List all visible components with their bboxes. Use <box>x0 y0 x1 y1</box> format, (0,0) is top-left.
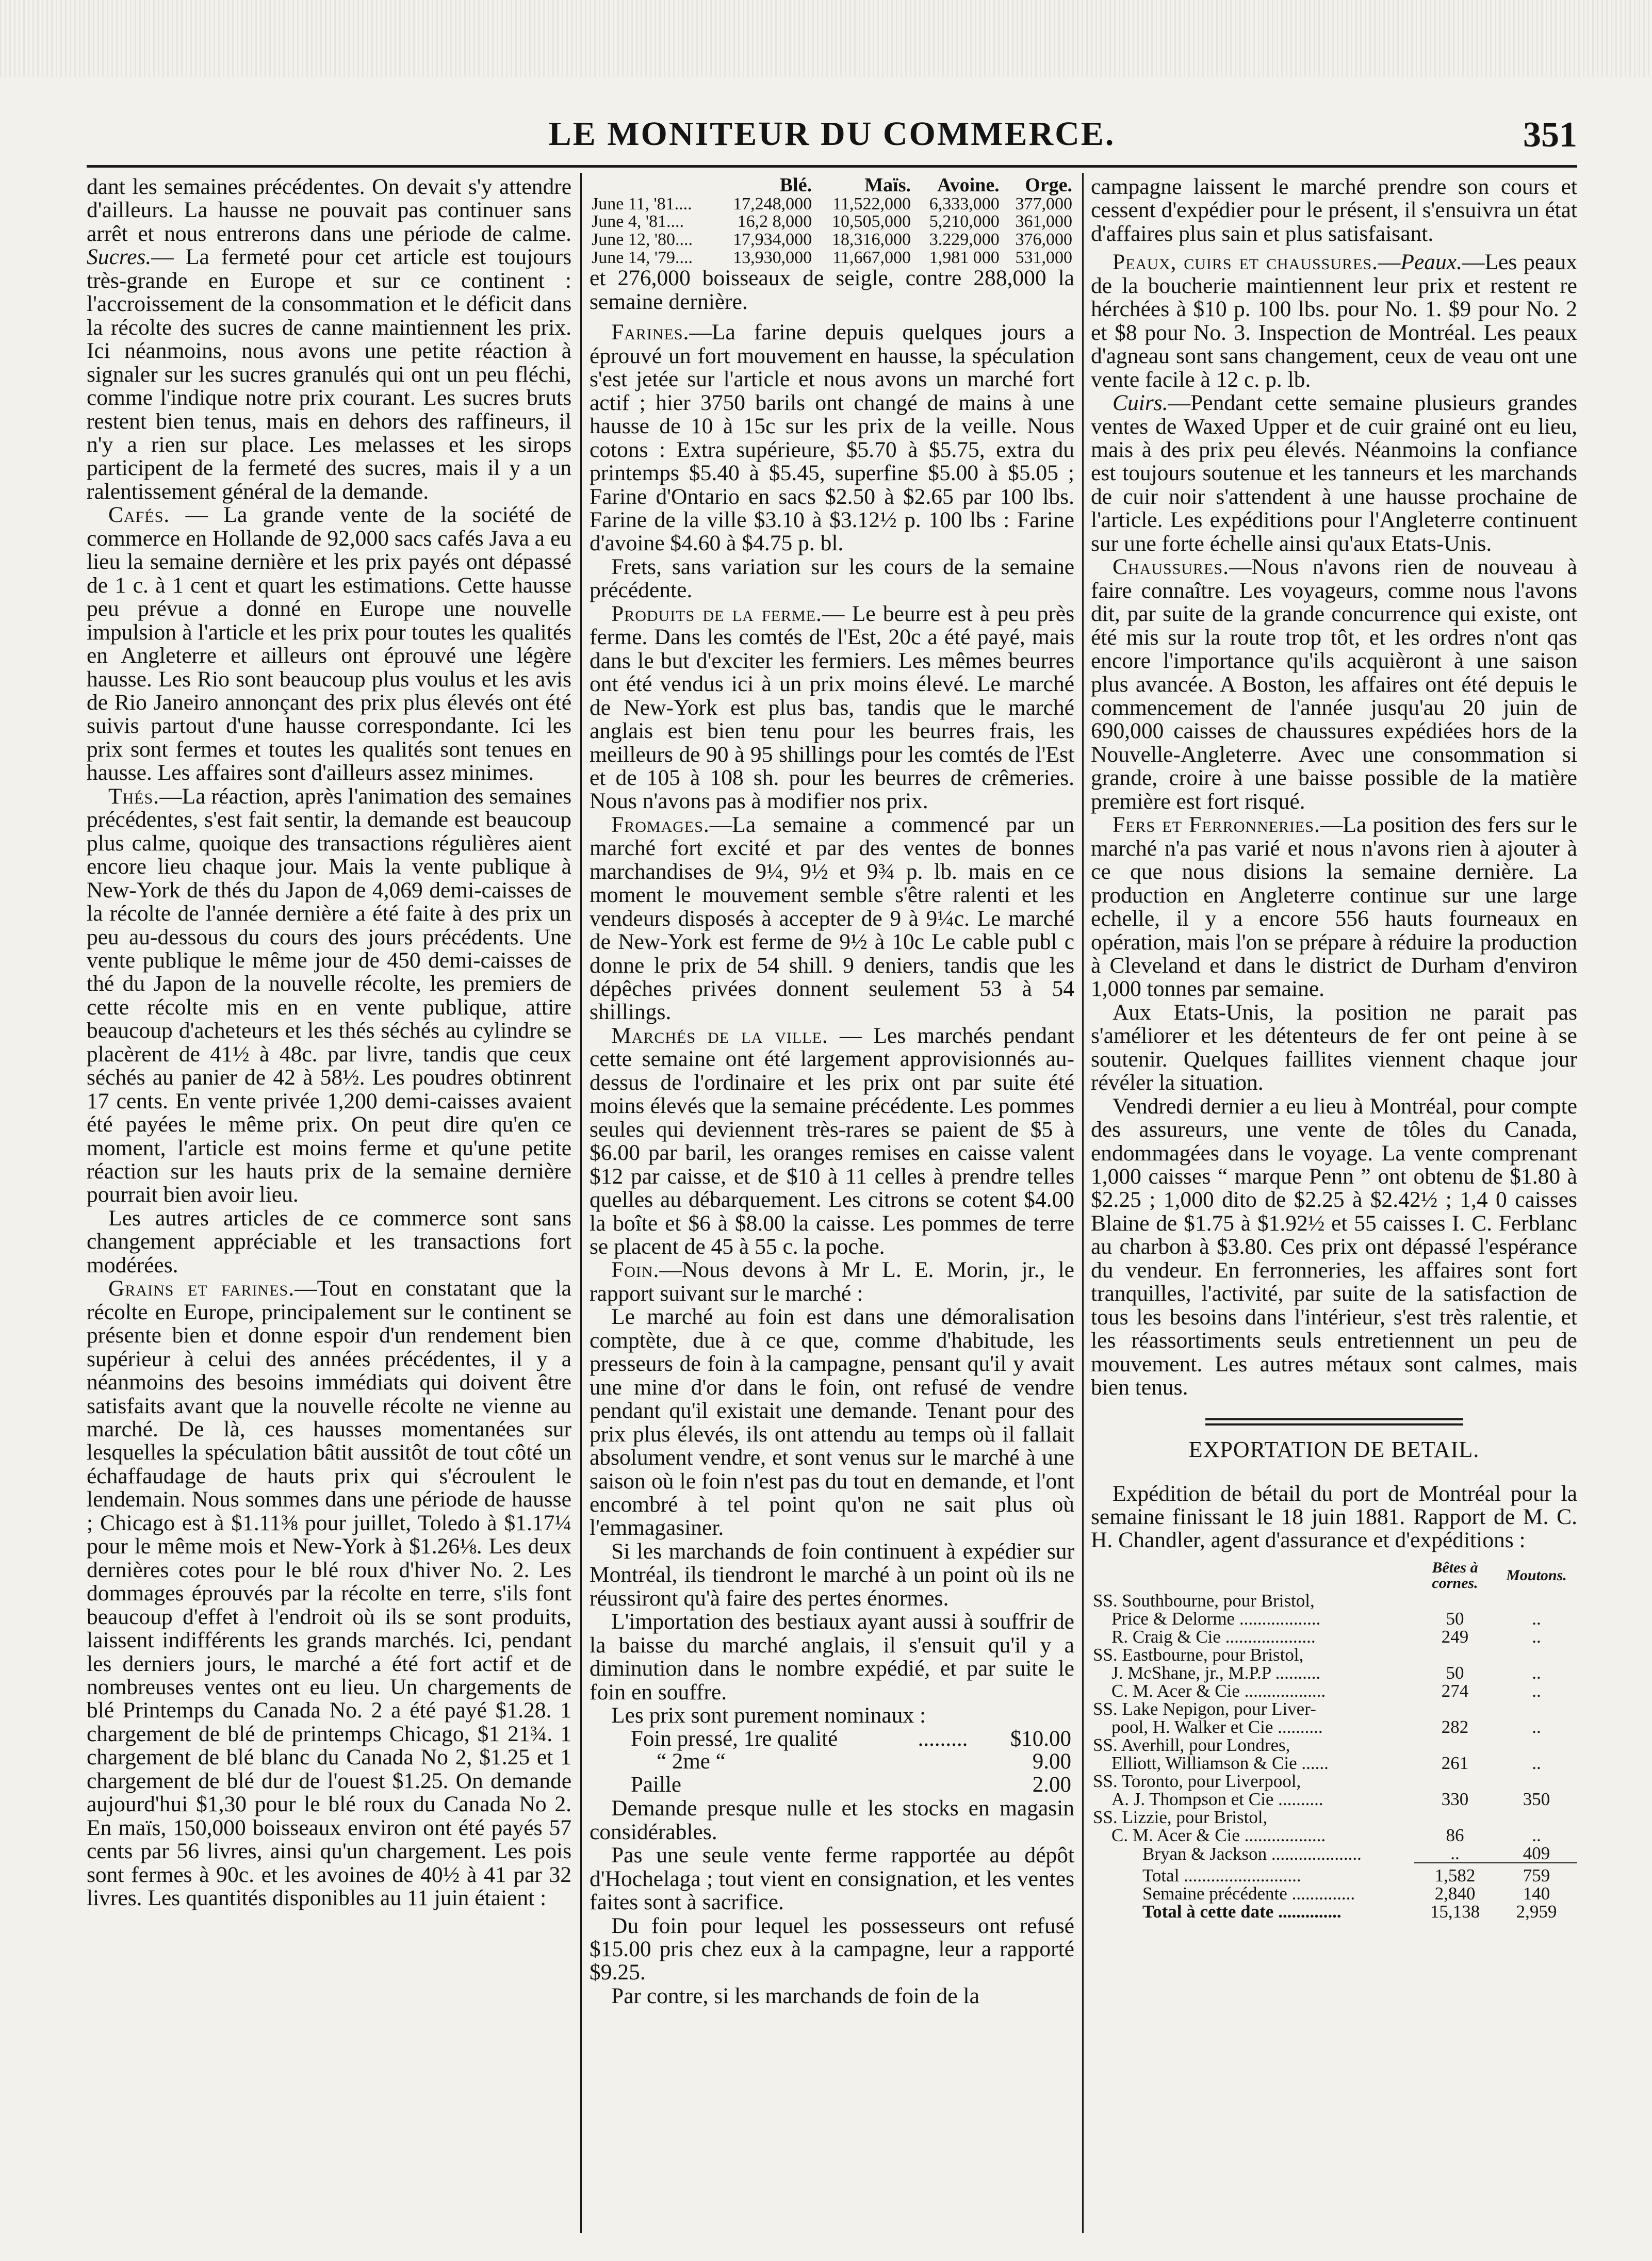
section-head: Sucres. <box>87 244 152 270</box>
section-head: Peaux, cuirs et chaussures. <box>1113 250 1378 275</box>
table-row: SS. Eastbourne, pour Bristol, <box>1093 1644 1304 1665</box>
export-title: EXPORTATION DE BETAIL. <box>1188 1436 1480 1462</box>
export-intro: Expédition de bétail du port de Montréal pour la semaine finissant le 18 juin 1881. Rapport de M. C. H. Chandler, agent d'assurance et d'expéditions : <box>1091 1481 1577 1553</box>
table-row: Price & Delorme .................. 50 .. <box>1111 1608 1541 1629</box>
header-rule <box>87 165 1577 168</box>
scan-edge <box>0 0 1652 77</box>
table-row-total: Total à cette date .............. 15,138 2,959 <box>1142 1901 1557 1922</box>
section-head: Thés. <box>108 783 160 809</box>
paragraph: campagne laissent le marché prendre son cours et cessent d'expédier pour le présent, il s'ensuivra un état d'affaires plus sain et plus satisfaisant. <box>1091 175 1577 246</box>
paragraph: et 276,000 boisseaux de seigle, contre 288,000 la semaine dernière. <box>590 266 1074 314</box>
table-row: SS. Averhill, pour Londres, <box>1093 1734 1290 1755</box>
paragraph: Pas une seule vente ferme rapportée au dépôt d'Hochelaga ; tout vient en consignation, et les ventes faites sont à sacrifice. <box>590 1843 1074 1915</box>
table-row: R. Craig & Cie .................... 249 .. <box>1111 1626 1541 1647</box>
paragraph: Grains et farines.—Tout en constatant que la récolte en Europe, principalement sur le continent se présente bien et donne espoir d'un rendement bien supérieur à celui des années précédentes, il y a néanmoins des besoins immédiats qui doivent être satisfaits avant que la nouvelle récolte ne vienne au marché. De là, ces hausses momentanées sur lesquelles la spéculation bâtit aussitôt de tout côté un échaffaudage de hauts prix qui s'écroulent le lendemain. Nous sommes dans une période de hausse ; Chicago est à $1.11⅜ pour juillet, Toledo à $1.17¼ pour le même mois et New-York à $1.26⅛. Les deux dernières cotes pour le blé roux d'hiver No. 2. Les dommages éprouvés par la récolte en terre, s'ils font beaucoup d'effet à l'endroit où ils se sont produits, laissent indifférents les grands marchés. Ici, pendant les derniers jours, le marché a été fort actif et de nombreuses ventes ont eu lieu. Un chargements de blé Printemps du Canada No. 2 a été payé $1.28. 1 chargement de blé de printemps Chicago, $1 21¾. 1 chargement de blé blanc du Canada No 2, $1.25 et 1 chargement de blé dur de l'ouest $1.25. On demande aujourd'hui $1,30 pour le blé roux du Canada No 2. En maïs, 150,000 boisseaux environ ont été payés 57 cents par 56 livres, ainsi qu'un chargement. Les pois sont fermes à 90c. et les avoines de 40½ à 41 par 32 livres. Les quantités disponibles au 11 juin étaient : <box>87 1276 571 1911</box>
section-head: Farines. <box>611 320 690 345</box>
paragraph: L'importation des bestiaux ayant aussi à souffrir de la baisse du marché anglais, il s'ensuit qu'il y a diminution dans le nombre expédié, et par suite le foin en souffre. <box>590 1609 1074 1705</box>
paragraph: Si les marchands de foin continuent à expédier sur Montréal, ils tiendront le marché à un point où ils ne réussiront qu'à faire des pertes énormes. <box>590 1538 1074 1611</box>
column-divider-1 <box>580 173 582 2233</box>
table-row: SS. Southbourne, pour Bristol, <box>1093 1590 1315 1611</box>
paragraph: Du foin pour lequel les possesseurs ont refusé $15.00 pris chez eux à la campagne, leur a rapporté $9.25. <box>590 1913 1074 1985</box>
column-2 <box>590 175 1074 2233</box>
table-row: pool, H. Walker et Cie .......... 282 .. <box>1111 1716 1541 1737</box>
section-head: Cafés. <box>108 502 170 528</box>
section-head: Fers et Ferronneries. <box>1113 812 1320 838</box>
column-divider-2 <box>1082 173 1084 2233</box>
page-number: 351 <box>1523 115 1577 155</box>
column-header-sheep: Moutons. <box>1506 1566 1567 1584</box>
section-separator <box>1205 1418 1463 1426</box>
paragraph: Frets, sans variation sur les cours de la semaine précédente. <box>590 554 1074 603</box>
masthead <box>87 114 1577 161</box>
paragraph: Aux Etats-Unis, la position ne parait pas s'améliorer et les détenteurs de fer ont peine à se soutenir. Quelques faillites viennent chaque jour révéler la situation. <box>1091 1000 1577 1095</box>
section-head: Foin. <box>611 1257 660 1283</box>
column-3 <box>1091 175 1577 2233</box>
paragraph: Fromages.—La semaine a commencé par un marché fort excité et par des ventes de bonnes marchandises de 9¼, 9½ et 9¾ p. lb. mais en ce moment le mouvement semble s'être ralenti et les vendeurs disposés à accepter de 9 à 9¼c. Le marché de New-York est ferme de 9½ à 10c Le cable publ c donne le prix de 54 shill. 9 deniers, tandis que les dépêches privées donnent seulement 53 à 54 shillings. <box>590 812 1074 1025</box>
list-item: Paille 2.00 <box>631 1773 1071 1797</box>
paragraph: Thés.—La réaction, après l'animation des semaines précédentes, s'est fait sentir, la demande est beaucoup plus calme, quoique des transactions régulières aient encore lieu chaque jour. Mais la vente publique à New-York de thés du Japon de 4,069 demi-caisses de la récolte de l'année dernière a été faite à des prix un peu au-dessous du cours des jours précédents. Une vente publique le même jour de 450 demi-caisses de thé du Japon de la nouvelle récolte, les premiers de cette récolte mis en en vente publique, attire beaucoup d'acheteurs et les thés séchés au cylindre se placèrent de 41½ à 48c. par livre, tandis que ceux séchés au panier de 42 à 58½. Les poudres obtinrent 17 cents. En vente privée 1,200 demi-caisses avaient été payées le même prix. On peut dire qu'en ce moment, l'article est moins ferme et qu'une petite réaction sur les hauts prix de la semaine dernière pourrait bien avoir lieu. <box>87 783 571 1207</box>
column-1 <box>87 175 571 2233</box>
table-header: Blé. Maïs. Avoine. Orge. <box>779 175 1072 196</box>
table-row: SS. Lake Nepigon, pour Liver- <box>1093 1698 1316 1719</box>
grain-table <box>590 175 1074 267</box>
paragraph: Fers et Ferronneries.—La position des fers sur le marché n'a pas varié et nous n'avons rien à ajouter à ce que nous disions la semaine dernière. La production en Angleterre continue sur une large echelle, il y a encore 556 hauts fourneaux en opération, mais l'on se prépare à réduire la production à Cleveland et dans le district de Durham d'environ 1,000 tonnes par semaine. <box>1091 812 1577 1002</box>
subsection-head: Peaux. <box>1400 250 1462 275</box>
list-item: “ 2me “ 9.00 <box>657 1749 1071 1774</box>
paragraph: Foin.—Nous devons à Mr L. E. Morin, jr., le rapport suivant sur le marché : <box>590 1257 1074 1306</box>
table-row: June 12, '80.... 17,934,000 18,316,000 3.229,000 376,000 <box>592 230 1072 250</box>
paragraph: Peaux, cuirs et chaussures.—Peaux.—Les peaux de la boucherie maintiennent leur prix et restent re hérchées à $10 p. 100 lbs. pour No. 1. $9 pour No. 2 et $8 pour No. 3. Inspection de Montréal. Les peaux d'agneau sont sans changement, ceux de veau ont une vente facile à 12 c. p. lb. <box>1091 250 1577 392</box>
table-row: J. McShane, jr., M.P.P .......... 50 .. <box>1111 1662 1541 1683</box>
section-head: Fromages. <box>611 812 710 837</box>
paragraph: Le marché au foin est dans une démoralisation comptète, due à ce que, comme d'habitude, les presseurs de foin à la campagne, pensant qu'il y avait une mine d'or dans le foin, ont refusé de vendre pendant qu'il existait une demande. Tenant pour des prix plus élevés, ils ont attendu au temps où il fallait absolument vendre, et sont venus sur le marché à une saison où le foin n'est pas du tout en demande, et l'ont encombré à tel point qu'on ne sait plus où l'emmagasiner. <box>590 1304 1074 1541</box>
table-row: SS. Lizzie, pour Bristol, <box>1093 1807 1268 1827</box>
table-row-total: Total .......................... 1,582 759 <box>1091 1863 1577 1885</box>
table-header <box>1091 1560 1577 1592</box>
page-title: LE MONITEUR DU COMMERCE. <box>548 115 1116 153</box>
section-head: Produits de la ferme. <box>611 601 822 626</box>
paragraph: Cafés. — La grande vente de la société de commerce en Hollande de 92,000 sacs cafés Java a eu lieu la semaine dernière et les prix payés ont dépassé de 1 c. à 1 cent et quart les estimations. Cette hausse peu prévue a donné en Europe une nouvelle impulsion à l'article et les prix pour toutes les qualités en Angleterre et ailleurs ont éprouvé une légère hausse. Les Rio sont beaucoup plus voulus et les avis de Rio Janeiro annonçant des prix plus élevés ont été suivis partout d'une hausse correspondante. Ici les prix sont fermes et toutes les qualités sont tenues en hausse. Les affaires sont d'ailleurs assez minimes. <box>87 502 571 785</box>
table-row-total: Semaine précédente .............. 2,840 140 <box>1142 1883 1550 1904</box>
section-head: Grains et farines. <box>108 1276 295 1301</box>
paragraph: Farines.—La farine depuis quelques jours a éprouvé un fort mouvement en hausse, la spéculation s'est jetée sur l'article et nous avons un marché fort actif ; hier 3750 barils ont changé de mains à une hausse de 10 à 15c sur les prix de la veille. Nous cotons : Extra supérieure, $5.70 à $5.75, extra du printemps $5.40 à $5.45, superfine $5.00 à $5.05 ; Farine d'Ontario en sacs $2.50 à $2.65 par 100 lbs. Farine de la ville $3.10 à $3.12½ p. 100 lbs : Farine d'avoine $4.60 à $4.75 p. bl. <box>590 320 1074 556</box>
section-head: Marchés de la ville. <box>611 1023 828 1048</box>
paragraph: Cuirs.—Pendant cette semaine plusieurs grandes ventes de Waxed Upper et de cuir grainé ont eu lieu, mais à des prix peu élevés. Néanmoins la confiance est toujours soutenue et les tanneurs et les marchands de cuir noir s'attendent à une hausse prochaine de l'article. Les expéditions pour l'Angleterre continuent sur une forte échelle ainsi qu'aux Etats-Unis. <box>1091 390 1577 556</box>
shipment-table <box>1091 1560 1577 1921</box>
table-row: June 14, '79.... 13,930,000 11,667,000 1,981 000 531,000 <box>592 248 1072 267</box>
table-row: C. M. Acer & Cie .................. 274 .. <box>1111 1680 1541 1701</box>
table-row: A. J. Thompson et Cie .......... 330 350 <box>1111 1789 1550 1809</box>
table-row: C. M. Acer & Cie .................. 86 .. <box>1111 1825 1541 1845</box>
table-row: Elliott, Williamson & Cie ...... 261 .. <box>1111 1752 1541 1773</box>
list-item: Foin pressé, 1re qualité ......... $10.00 <box>631 1726 1071 1751</box>
table-row: June 11, '81.... 17,248,000 11,522,000 6,333,000 377,000 <box>592 194 1072 214</box>
subsection-head: Cuirs. <box>1113 390 1168 416</box>
hay-price-list <box>590 1728 1074 1797</box>
paragraph: Vendredi dernier a eu lieu à Montréal, pour compte des assureurs, une vente de tôles du Canada, endommagées dans le voyage. La vente comprenant 1,000 caisses “ marque Penn ” ont obtenu de $1.80 à $2.25 ; 1,000 dito de $2.25 à $2.42½ ; 1,4 0 caisses Blaine de $1.75 à $1.92½ et 55 caisses I. C. Ferblanc au charbon à $3.80. Ces prix ont dépassé l'espérance du vendeur. En ferronneries, les affaires sont fort tranquilles, l'activité, par suite de la satisfaction de tous les besoins dans l'intérieur, s'est très ralentie, et les réassortiments seuls entretiennent un peu de mouvement. Les autres métaux sont calmes, mais bien tenus. <box>1091 1093 1577 1400</box>
paragraph: Marchés de la ville. — Les marchés pendant cette semaine ont été largement approvisionnés au-dessus de l'ordinaire et les prix ont par suite été moins élevés que la semaine précédente. Les pommes seules qui deviennent très-rares se paient de $5 à $6.00 par baril, les oranges remises en caisse valent $12 par caisse, et de $10 à 11 celles à prendre telles quelles au débarquement. Les citrons se cotent $4.00 la boîte et $6 à $8.00 la caisse. Les pommes de terre se placent de 45 à 55 c. la poche. <box>590 1023 1074 1259</box>
table-row: June 4, '81.... 16,2 8,000 10,505,000 5,210,000 361,000 <box>592 212 1072 232</box>
paragraph: Par contre, si les marchands de foin de la <box>611 1983 979 2008</box>
paragraph: dant les semaines précédentes. On devait s'y attendre d'ailleurs. La hausse ne pouvait pas continuer sans arrêt et nous entrerons dans une période de calme. Sucres.— La fermeté pour cet article est toujours très-grande en Europe et sur ce continent : l'accroissement de la consommation et le déficit dans la récolte des sucres de canne maintiennent les prix. Ici néanmoins, nous avons une petite réaction à signaler sur les sucres granulés qui ont un peu fléchi, comme l'indique notre prix courant. Les sucres bruts restent bien tenus, mais en dehors des raffineurs, il n'y a rien sur place. Les melasses et les sirops participent de la fermeté des sucres, mais il y a un ralentissement général de la demande. <box>87 175 571 504</box>
paragraph: Les autres articles de ce commerce sont sans changement appréciable et les transactions fort modérées. <box>87 1205 571 1277</box>
table-row: Bryan & Jackson .................... .. 409 <box>1142 1843 1550 1864</box>
table-row: SS. Toronto, pour Liverpool, <box>1093 1771 1301 1791</box>
column-header-cattle: Bêtes à cornes. <box>1432 1559 1478 1592</box>
paragraph: Produits de la ferme.— Le beurre est à peu près ferme. Dans les comtés de l'Est, 20c a été payé, mais dans le but d'exciter les fermiers. Les mêmes beurres ont été vendus ici à un prix moins élevé. Le marché de New-York est plus bas, tandis que le marché anglais est bien tenu pour les beurres frais, les meilleurs de 90 à 95 shillings pour les comtés de l'Est et de 105 à 108 sh. pour les beurres de crêmeries. Nous n'avons pas à modifier nos prix. <box>590 601 1074 814</box>
paragraph: Demande presque nulle et les stocks en magasin considérables. <box>590 1796 1074 1844</box>
paragraph: Chaussures.—Nous n'avons rien de nouveau à faire connaître. Les voyageurs, comme nous l'avons dit, par suite de la grande concurrence qui existe, ont été mis sur la route trop tôt, et les ordres n'ont qas encore l'importance qu'ils acquièront à une saison plus avancée. A Boston, les affaires ont été depuis le commencement de l'année jusqu'au 20 juin de 690,000 caisses de chaussures expédiées hors de la Nouvelle-Angleterre. Avec une consommation si grande, croire à une baisse possible de la matière première est fort risqué. <box>1091 554 1577 814</box>
section-head: Chaussures. <box>1113 554 1229 580</box>
paragraph: Les prix sont purement nominaux : <box>611 1703 926 1728</box>
